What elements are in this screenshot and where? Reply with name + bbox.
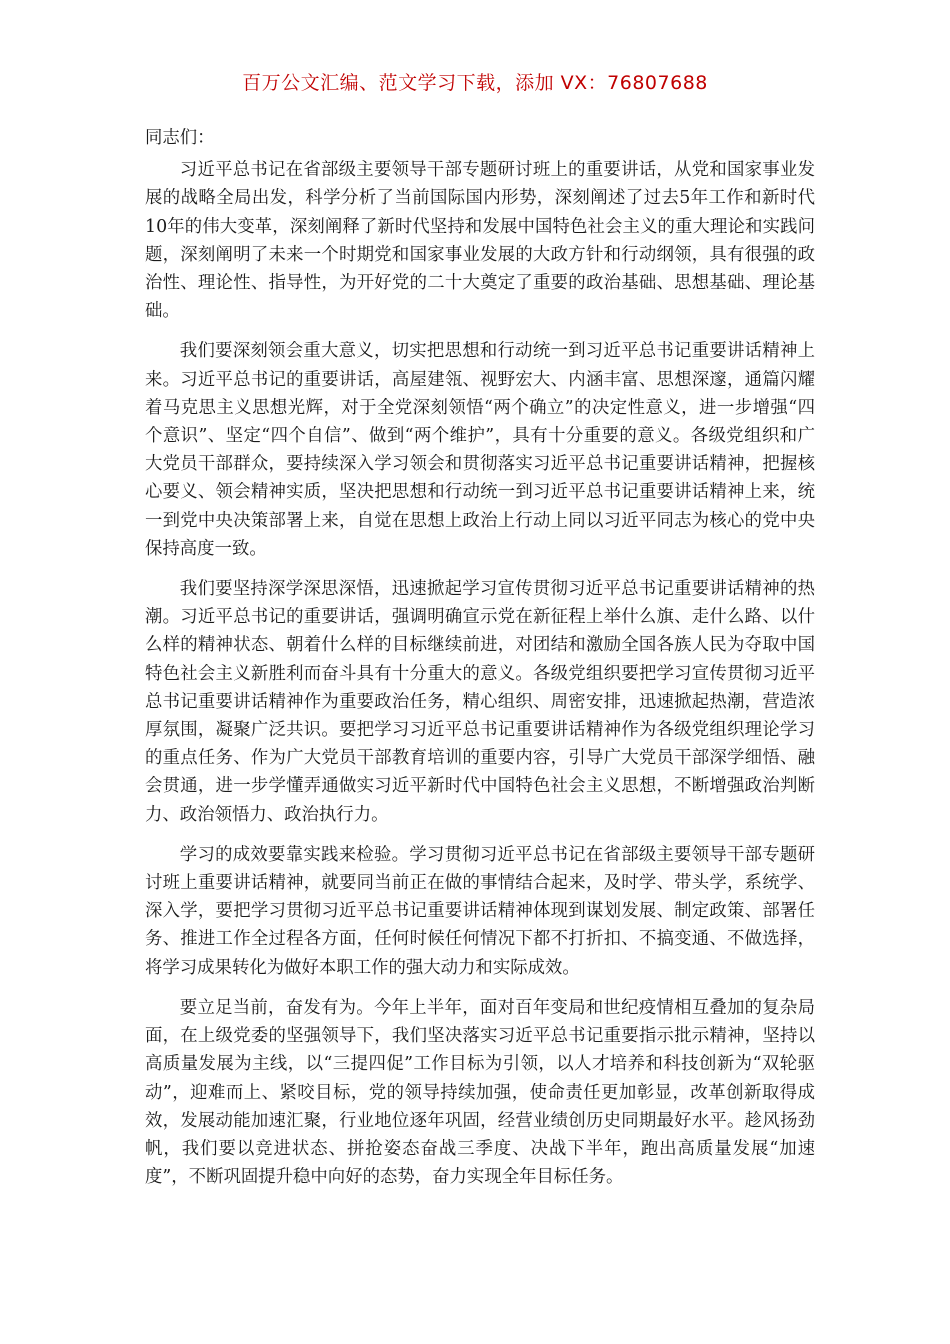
paragraph-3: 我们要坚持深学深思深悟，迅速掀起学习宣传贯彻习近平总书记重要讲话精神的热潮。习近平总书记的重要讲话，强调明确宣示党在新征程上举什么旗、走什么路、以什么样的精神状态、朝着什么样的目标继续前进，对团结和激励全国各族人民为夺取中国特色社会主义新胜利而奋斗具有十分重大的意义。各级党组织要把学习宣传贯彻习近平总书记重要讲话精神作为重要政治任务，精心组织、周密安排，迅速掀起热潮，营造浓厚氛围，凝聚广泛共识。要把学习习近平总书记重要讲话精神作为各级党组织理论学习的重点任务、作为广大党员干部教育培训的重要内容，引导广大党员干部深学细悟、融会贯通，进一步学懂弄通做实习近平新时代中国特色社会主义思想，不断增强政治判断力、政治领悟力、政治执行力。	[145, 579, 815, 825]
watermark-header: 百万公文汇编、范文学习下载，添加 VX：76807688	[242, 72, 708, 94]
paragraph-4: 学习的成效要靠实践来检验。学习贯彻习近平总书记在省部级主要领导干部专题研讨班上重要讲话精神，就要同当前正在做的事情结合起来，及时学、带头学，系统学、深入学，要把学习贯彻习近平总书记重要讲话精神体现到谋划发展、制定政策、部署任务、推进工作全过程各方面，任何时候任何情况下都不打折扣、不搞变通、不做选择，将学习成果转化为做好本职工作的强大动力和实际成效。	[145, 844, 815, 978]
greeting: 同志们：	[145, 128, 215, 148]
paragraph-5: 要立足当前，奋发有为。今年上半年，面对百年变局和世纪疫情相互叠加的复杂局面，在上级党委的坚强领导下，我们坚决落实习近平总书记重要指示批示精神，坚持以高质量发展为主线，以“三提四促”工作目标为引领，以人才培养和科技创新为“双轮驱动”，迎难而上、紧咬目标，党的领导持续加强，使命责任更加彰显，改革创新取得成效，发展动能加速汇聚，行业地位逐年巩固，经营业绩创历史同期最好水平。趁风扬劲帆，我们要以竞进状态、拼抢姿态奋战三季度、决战下半年，跑出高质量发展“加速度”，不断巩固提升稳中向好的态势，奋力实现全年目标任务。	[145, 997, 815, 1188]
paragraph-2: 我们要深刻领会重大意义，切实把思想和行动统一到习近平总书记重要讲话精神上来。习近平总书记的重要讲话，高屋建瓴、视野宏大、内涵丰富、思想深邃，通篇闪耀着马克思主义思想光辉，对于全党深刻领悟“两个确立”的决定性意义，进一步增强“四个意识”、坚定“四个自信”、做到“两个维护”，具有十分重要的意义。各级党组织和广大党员干部群众，要持续深入学习领会和贯彻落实习近平总书记重要讲话精神，把握核心要义、领会精神实质，坚决把思想和行动统一到习近平总书记重要讲话精神上来，统一到党中央决策部署上来，自觉在思想上政治上行动上同以习近平同志为核心的党中央保持高度一致。	[145, 341, 815, 559]
paragraph-1: 习近平总书记在省部级主要领导干部专题研讨班上的重要讲话，从党和国家事业发展的战略全局出发，科学分析了当前国际国内形势，深刻阐述了过去5年工作和新时代10年的伟大变革，深刻阐释了新时代坚持和发展中国特色社会主义的重大理论和实践问题，深刻阐明了未来一个时期党和国家事业发展的大政方针和行动纲领，具有很强的政治性、理论性、指导性，为开好党的二十大奠定了重要的政治基础、思想基础、理论基础。	[145, 160, 815, 322]
document-body	[145, 124, 815, 1203]
